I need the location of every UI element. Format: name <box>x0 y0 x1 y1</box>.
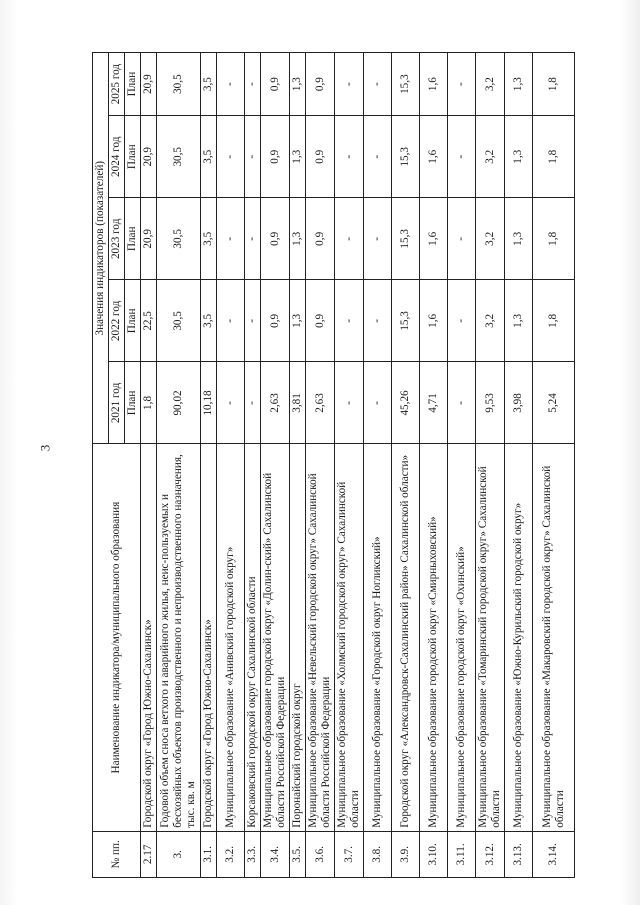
row-value: 1,8 <box>141 362 157 444</box>
row-value: 30,5 <box>157 116 201 198</box>
col-header-num: № пп. <box>93 831 141 877</box>
row-value: 0,9 <box>261 280 290 362</box>
row-value: 1,6 <box>420 198 448 280</box>
row-value: 22,5 <box>141 280 157 362</box>
row-value: 1,8 <box>533 116 575 198</box>
row-number: 3.11. <box>448 831 476 877</box>
row-value: 20,9 <box>141 198 157 280</box>
row-value: 15,3 <box>392 280 420 362</box>
table-row <box>476 53 505 878</box>
row-value: - <box>364 362 392 444</box>
row-number: 3.3. <box>245 831 261 877</box>
row-value: - <box>245 116 261 198</box>
row-number: 3.2. <box>217 831 245 877</box>
row-value: 30,5 <box>157 198 201 280</box>
row-value: 3,5 <box>201 198 217 280</box>
row-value: - <box>448 280 476 362</box>
row-value: 0,9 <box>261 53 290 116</box>
row-value: 1,3 <box>290 198 306 280</box>
row-value: 20,9 <box>141 53 157 116</box>
row-value: 1,3 <box>290 116 306 198</box>
row-number: 3.10. <box>420 831 448 877</box>
row-value: 1,8 <box>533 53 575 116</box>
page-number: 3 <box>37 444 53 452</box>
row-value: 0,9 <box>261 116 290 198</box>
row-value: - <box>335 116 364 198</box>
row-value: 1,3 <box>505 280 533 362</box>
row-name: Муниципальное образование «Анивский городской округ» <box>217 444 245 831</box>
row-name: Муниципальное образование «Южно-Курильский городской округ» <box>505 444 533 831</box>
row-value: 0,9 <box>306 116 335 198</box>
row-value: - <box>448 362 476 444</box>
row-value: 15,3 <box>392 198 420 280</box>
row-value: 15,3 <box>392 116 420 198</box>
row-value: - <box>364 116 392 198</box>
col-header-plan: План <box>125 198 141 280</box>
row-value: 1,6 <box>420 116 448 198</box>
row-value: 3,2 <box>476 116 505 198</box>
row-value: 10,18 <box>201 362 217 444</box>
col-header-year: 2022 год <box>109 280 125 362</box>
row-name: Муниципальное образование городской округ «Смирныховский» <box>420 444 448 831</box>
row-value: 3,2 <box>476 280 505 362</box>
col-header-year: 2023 год <box>109 198 125 280</box>
row-value: 1,3 <box>290 280 306 362</box>
row-value: - <box>245 362 261 444</box>
row-value: 1,3 <box>505 53 533 116</box>
col-header-plan: План <box>125 362 141 444</box>
row-value: - <box>335 362 364 444</box>
row-value: 3,5 <box>201 53 217 116</box>
col-header-plan: План <box>125 53 141 116</box>
table-row <box>392 53 420 878</box>
row-value: 3,2 <box>476 53 505 116</box>
row-value: 1,8 <box>533 198 575 280</box>
row-value: - <box>364 280 392 362</box>
row-name: Городской округ «Александровск-Сахалинский район» Сахалинской области» <box>392 444 420 831</box>
row-number: 3.8. <box>364 831 392 877</box>
row-value: 1,3 <box>505 116 533 198</box>
row-value: 9,53 <box>476 362 505 444</box>
table-row <box>157 53 201 878</box>
row-value: 15,3 <box>392 53 420 116</box>
table-row <box>261 53 290 878</box>
table-row <box>141 53 157 878</box>
row-value: - <box>364 198 392 280</box>
row-number: 3. <box>157 831 201 877</box>
row-number: 3.13. <box>505 831 533 877</box>
row-value: 30,5 <box>157 53 201 116</box>
row-value: 5,24 <box>533 362 575 444</box>
row-value: - <box>217 116 245 198</box>
col-header-year: 2024 год <box>109 116 125 198</box>
row-value: - <box>217 53 245 116</box>
row-value: 1,8 <box>533 280 575 362</box>
row-value: - <box>335 280 364 362</box>
row-value: 1,6 <box>420 53 448 116</box>
rotated-table-sheet <box>92 52 604 878</box>
row-name: Муниципальное образование городской округ «Охинский» <box>448 444 476 831</box>
row-value: 45,26 <box>392 362 420 444</box>
table-row <box>306 53 335 878</box>
col-header-year: 2021 год <box>109 362 125 444</box>
row-number: 2.17 <box>141 831 157 877</box>
col-header-year: 2025 год <box>109 53 125 116</box>
row-name: Поронайский городской округ <box>290 444 306 831</box>
row-value: 3,98 <box>505 362 533 444</box>
row-value: 0,9 <box>306 53 335 116</box>
row-value: 0,9 <box>306 280 335 362</box>
row-value: 2,63 <box>261 362 290 444</box>
row-name: Городской округ «Город Южно-Сахалинск» <box>201 444 217 831</box>
row-number: 3.14. <box>533 831 575 877</box>
table-row <box>533 53 575 878</box>
row-value: 90,02 <box>157 362 201 444</box>
row-name: Корсаковский городской округ Сахалинской области <box>245 444 261 831</box>
row-name: Муниципальное образование «Невельский городской округ» Сахалинской области Российской Федерации <box>306 444 335 831</box>
indicator-table <box>92 52 575 878</box>
row-value: - <box>364 53 392 116</box>
row-value: 20,9 <box>141 116 157 198</box>
row-value: - <box>217 362 245 444</box>
row-value: - <box>217 198 245 280</box>
row-name: Муниципальное образование «Городской округ Ногликский» <box>364 444 392 831</box>
table-row <box>364 53 392 878</box>
row-value: 3,5 <box>201 116 217 198</box>
row-value: - <box>448 53 476 116</box>
col-header-values: Значения индикаторов (показателей) <box>93 53 109 444</box>
row-value: 3,81 <box>290 362 306 444</box>
row-name: Городской округ «Город Южно-Сахалинск» <box>141 444 157 831</box>
row-number: 3.12. <box>476 831 505 877</box>
row-number: 3.7. <box>335 831 364 877</box>
row-value: - <box>217 280 245 362</box>
row-number: 3.4. <box>261 831 290 877</box>
table-body <box>141 53 575 878</box>
table-row <box>448 53 476 878</box>
row-value: 0,9 <box>261 198 290 280</box>
table-row <box>290 53 306 878</box>
row-value: - <box>448 198 476 280</box>
header-row-group <box>93 53 109 878</box>
row-value: 0,9 <box>306 198 335 280</box>
row-value: 3,5 <box>201 280 217 362</box>
row-name: Муниципальное образование городской округ «Долин-ский» Сахалинской области Российской Федерации <box>261 444 290 831</box>
row-number: 3.1. <box>201 831 217 877</box>
row-value: 3,2 <box>476 198 505 280</box>
row-number: 3.9. <box>392 831 420 877</box>
col-header-plan: План <box>125 116 141 198</box>
col-header-plan: План <box>125 280 141 362</box>
row-value: 4,71 <box>420 362 448 444</box>
table-row <box>217 53 245 878</box>
row-value: 30,5 <box>157 280 201 362</box>
row-number: 3.6. <box>306 831 335 877</box>
row-value: - <box>335 198 364 280</box>
table-row <box>201 53 217 878</box>
col-header-name: Наименование индикатора/муниципального образования <box>93 444 141 831</box>
table-row <box>335 53 364 878</box>
row-number: 3.5. <box>290 831 306 877</box>
row-value: - <box>448 116 476 198</box>
row-value: 1,3 <box>505 198 533 280</box>
row-value: - <box>245 198 261 280</box>
row-value: 2,63 <box>306 362 335 444</box>
row-name: Муниципальное образование «Холмский городской округ» Сахалинской области <box>335 444 364 831</box>
row-value: 1,3 <box>290 53 306 116</box>
row-value: - <box>245 53 261 116</box>
row-value: 1,6 <box>420 280 448 362</box>
row-name: Годовой объем сноса ветхого и аварийного жилья, неис-пользуемых и бесхозяйных объектов производственного и непроизводственного назначения, тыс. кв. м <box>157 444 201 831</box>
row-name: Муниципальное образование «Макаровский городской округ» Сахалинской области <box>533 444 575 831</box>
row-value: - <box>245 280 261 362</box>
table-row <box>245 53 261 878</box>
table-row <box>420 53 448 878</box>
row-name: Муниципальное образование «Томаринский городской округ» Сахалинской области <box>476 444 505 831</box>
row-value: - <box>335 53 364 116</box>
table-row <box>505 53 533 878</box>
